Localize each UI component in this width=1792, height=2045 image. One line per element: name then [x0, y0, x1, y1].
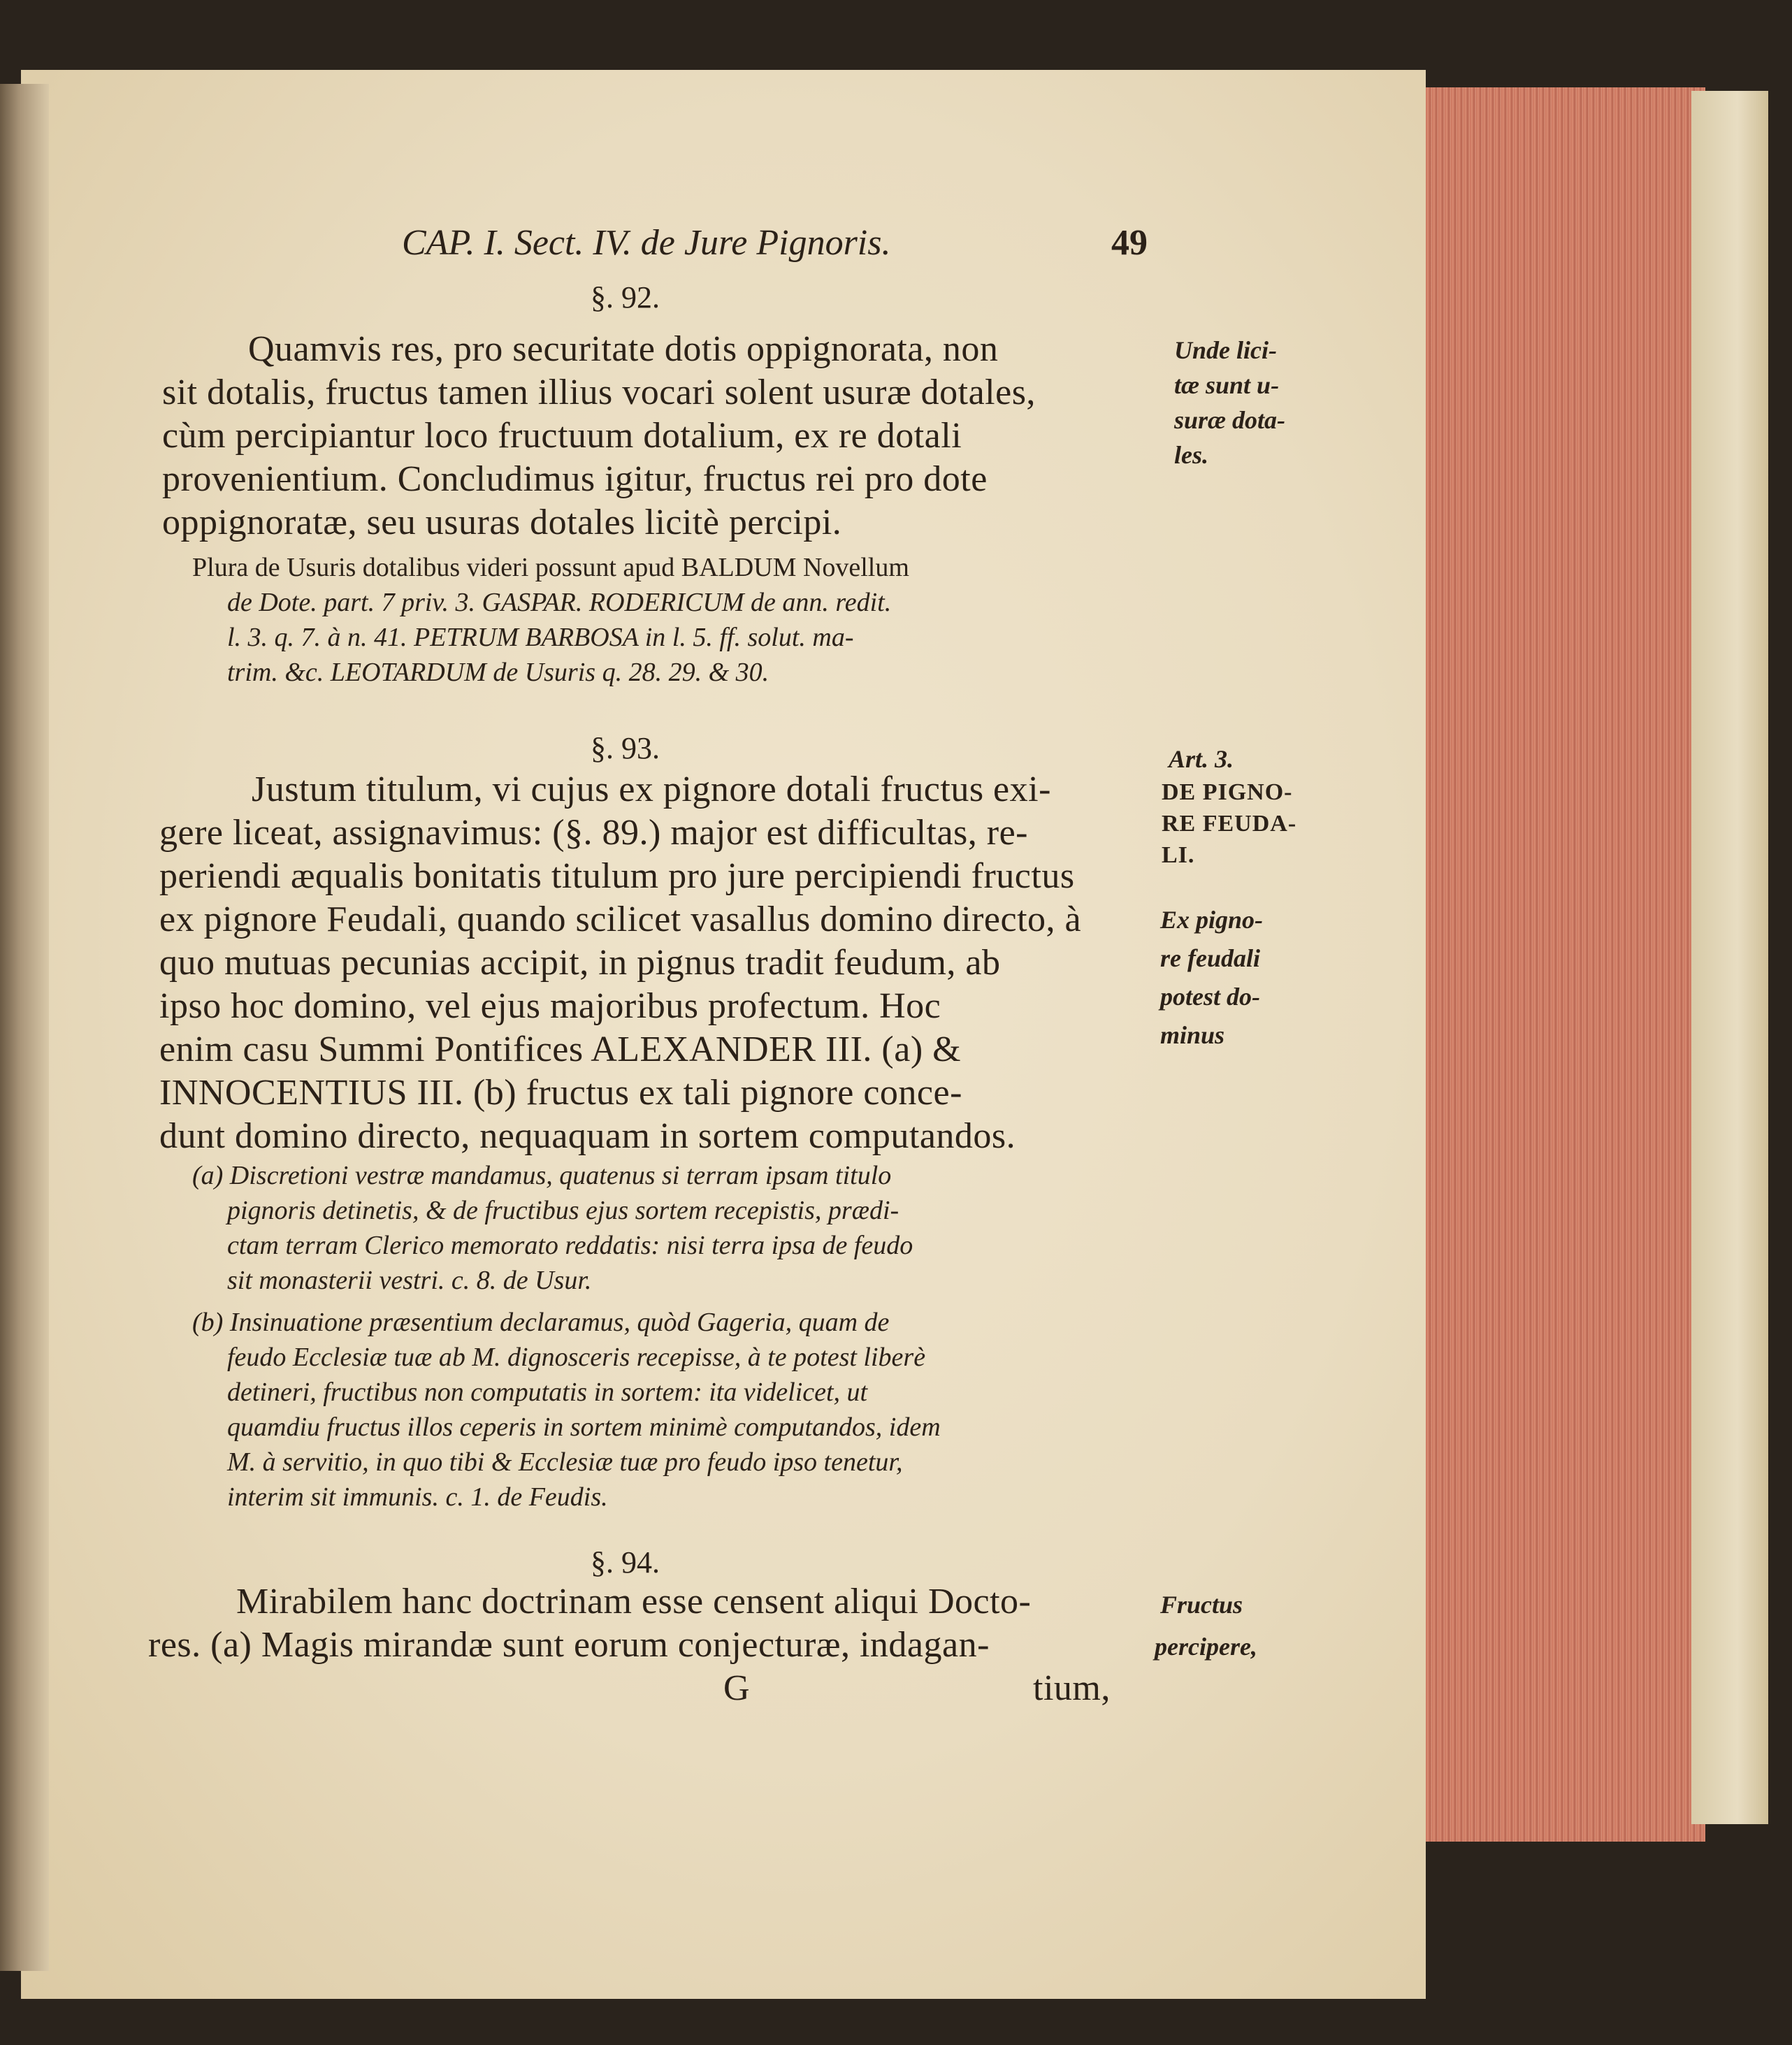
- text-line: ex pignore Feudali, quando scilicet vasallus domino directo, à: [159, 899, 1082, 939]
- margin-note: Art. 3.: [1169, 745, 1234, 773]
- left-page-gutter: [0, 84, 49, 1971]
- footnote-line: (a) Discretioni vestræ mandamus, quatenus si terram ipsam titulo: [192, 1161, 892, 1190]
- footnote-line: interim sit immunis. c. 1. de Feudis.: [227, 1482, 608, 1512]
- margin-note: tæ sunt u-: [1174, 371, 1280, 399]
- footnote-line: ctam terram Clerico memorato reddatis: nisi terra ipsa de feudo: [227, 1231, 913, 1260]
- margin-note: suræ dota-: [1174, 406, 1286, 434]
- margin-note: LI.: [1162, 842, 1195, 868]
- margin-note: les.: [1174, 441, 1208, 469]
- margin-note: potest do-: [1160, 983, 1260, 1011]
- text-line: oppignoratæ, seu usuras dotales licitè percipi.: [162, 503, 842, 542]
- catchword: tium,: [1033, 1668, 1111, 1708]
- margin-note: Ex pigno-: [1160, 906, 1264, 934]
- margin-note: RE FEUDA-: [1162, 811, 1297, 837]
- text-line: periendi æqualis bonitatis titulum pro jure percipiendi fructus: [159, 856, 1075, 896]
- page-edges-red: [1426, 87, 1705, 1842]
- text-line: Quamvis res, pro securitate dotis oppignorata, non: [248, 329, 999, 369]
- footnote-line: detineri, fructibus non computatis in sortem: ita videlicet, ut: [227, 1378, 868, 1407]
- section-heading-93: §. 93.: [591, 731, 660, 765]
- text-line: ipso hoc domino, vel ejus majoribus profectum. Hoc: [159, 986, 941, 1026]
- footnote-line: (b) Insinuatione præsentium declaramus, quòd Gageria, quam de: [192, 1308, 890, 1337]
- section-heading-94: §. 94.: [591, 1545, 660, 1580]
- signature-mark: G: [723, 1668, 751, 1708]
- text-line: Justum titulum, vi cujus ex pignore dotali fructus exi-: [252, 769, 1051, 809]
- text-line: enim casu Summi Pontifices ALEXANDER III. (a) &: [159, 1029, 962, 1069]
- note-line: de Dote. part. 7 priv. 3. GASPAR. RODERICUM de ann. redit.: [227, 588, 892, 617]
- section-heading-92: §. 92.: [591, 280, 660, 315]
- footnote-line: sit monasterii vestri. c. 8. de Usur.: [227, 1266, 592, 1295]
- text-line: INNOCENTIUS III. (b) fructus ex tali pignore conce-: [159, 1073, 962, 1113]
- page-number: 49: [1111, 223, 1148, 263]
- text-line: provenientium. Concludimus igitur, fructus rei pro dote: [162, 459, 988, 499]
- running-title: CAP. I. Sect. IV. de Jure Pignoris.: [402, 223, 891, 263]
- footnote-line: M. à servitio, in quo tibi & Ecclesiæ tuæ pro feudo ipso tenetur,: [227, 1447, 903, 1477]
- margin-note: minus: [1160, 1021, 1225, 1049]
- text-line: gere liceat, assignavimus: (§. 89.) major est difficultas, re-: [159, 813, 1028, 853]
- margin-note: Unde lici-: [1174, 336, 1277, 364]
- text-line: res. (a) Magis mirandæ sunt eorum conjecturæ, indagan-: [148, 1625, 990, 1665]
- note-line: trim. &c. LEOTARDUM de Usuris q. 28. 29. & 30.: [227, 658, 769, 687]
- footnote-line: feudo Ecclesiæ tuæ ab M. dignosceris recepisse, à te potest liberè: [227, 1343, 926, 1372]
- margin-note: DE PIGNO-: [1162, 779, 1293, 805]
- footnote-line: pignoris detinetis, & de fructibus ejus sortem recepistis, prædi-: [227, 1196, 899, 1225]
- binding-rim: [1691, 91, 1768, 1824]
- margin-note: percipere,: [1155, 1633, 1257, 1661]
- text-line: quo mutuas pecunias accipit, in pignus tradit feudum, ab: [159, 943, 1001, 983]
- note-line: Plura de Usuris dotalibus videri possunt apud BALDUM Novellum: [192, 553, 909, 582]
- text-line: dunt domino directo, nequaquam in sortem computandos.: [159, 1116, 1016, 1156]
- text-line: cùm percipiantur loco fructuum dotalium, ex re dotali: [162, 416, 962, 456]
- margin-note: re feudali: [1160, 944, 1260, 972]
- text-line: Mirabilem hanc doctrinam esse censent aliqui Docto-: [236, 1582, 1032, 1621]
- note-line: l. 3. q. 7. à n. 41. PETRUM BARBOSA in l. 5. ff. solut. ma-: [227, 623, 854, 652]
- text-line: sit dotalis, fructus tamen illius vocari solent usuræ dotales,: [162, 373, 1036, 412]
- margin-note: Fructus: [1160, 1591, 1243, 1619]
- footnote-line: quamdiu fructus illos ceperis in sortem minimè computandos, idem: [227, 1412, 941, 1442]
